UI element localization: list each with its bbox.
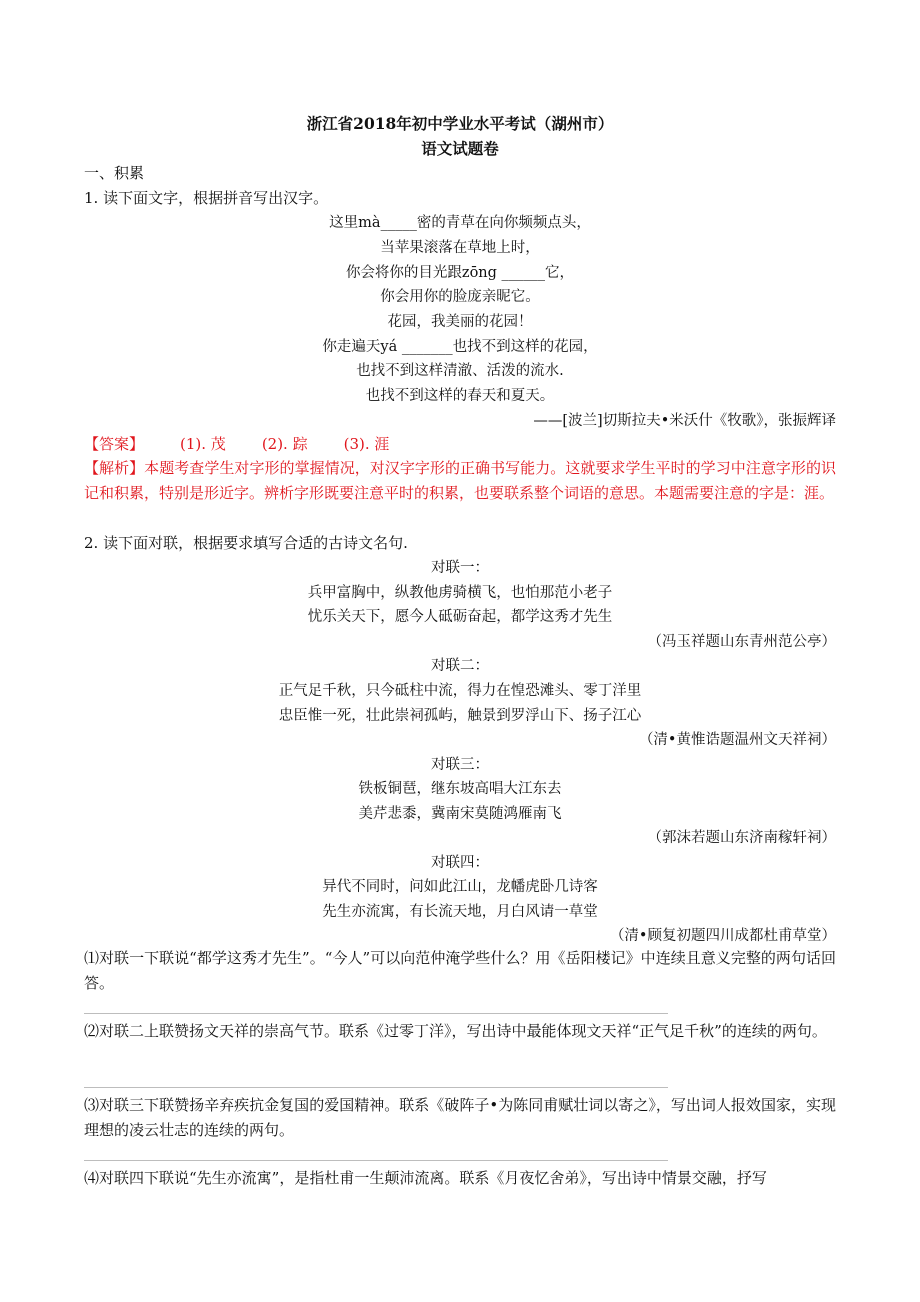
exam-subtitle: 语文试题卷 bbox=[421, 139, 499, 158]
section-heading: 一、积累 bbox=[84, 164, 145, 182]
q2-stem: 2. 读下面对联，根据要求填写合适的古诗文名句. bbox=[84, 534, 408, 552]
subquestion: ⑶对联三下联赞扬辛弃疾抗金复国的爱国精神。联系《破阵子•为陈同甫赋壮词以寄之》，写出词人报效国家，实现理想的凌云壮志的连续的两句。 bbox=[84, 1096, 836, 1139]
subquestion: ⑴对联一下联说“都学这秀才先生”。“今人”可以向范仲淹学些什么？用《岳阳楼记》中连续且意义完整的两句话回答。 bbox=[84, 949, 836, 992]
exam-title: 浙江省2018年初中学业水平考试（湖州市） bbox=[306, 114, 614, 133]
poem-line: 你走遍天yá _______也找不到这样的花园， bbox=[322, 339, 598, 355]
answer-item: (3). 涯 bbox=[343, 435, 390, 453]
poem-attribution: ——[波兰]切斯拉夫•米沃什《牧歌》，张振辉译 bbox=[533, 413, 836, 429]
couplet-line: 正气足千秋，只今砥柱中流，得力在惶恐滩头、零丁洋里 bbox=[278, 683, 642, 699]
couplet-line: 美芹悲黍，冀南宋莫随鸿雁南飞 bbox=[358, 806, 562, 822]
couplet-source: （清•顾复初题四川成都杜甫草堂） bbox=[609, 928, 836, 944]
subquestion: ⑵对联二上联赞扬文天祥的崇高气节。联系《过零丁洋》，写出诗中最能体现文天祥“正气足千秋”的连续的两句。 bbox=[84, 1022, 827, 1040]
answer-item: (2). 踪 bbox=[261, 435, 308, 453]
couplet-label: 对联一： bbox=[431, 560, 489, 576]
couplet-line: 先生亦流寓，有长流天地，月白风请一草堂 bbox=[322, 904, 598, 920]
answer-line bbox=[84, 433, 389, 454]
answer-blank-rule[interactable] bbox=[84, 1087, 668, 1088]
couplet-line: 忠臣惟一死，壮此崇祠孤屿，触景到罗浮山下、扬子江心 bbox=[278, 708, 642, 724]
poem-line: 你会用你的脸庞亲昵它。 bbox=[380, 289, 540, 305]
subquestion: ⑷对联四下联说“先生亦流寓”，是指杜甫一生颠沛流离。联系《月夜忆舍弟》，写出诗中情景交融，抒写 bbox=[84, 1169, 767, 1187]
couplet-line: 铁板铜琶，继东坡高唱大江东去 bbox=[358, 781, 562, 797]
poem-line: 也找不到这样的春天和夏天。 bbox=[365, 388, 555, 404]
couplet-label: 对联二： bbox=[431, 658, 489, 674]
couplet-label: 对联四： bbox=[431, 855, 489, 871]
answer-blank-rule[interactable] bbox=[84, 1013, 668, 1014]
answer-blank-rule[interactable] bbox=[84, 1160, 668, 1161]
couplet-source: （冯玉祥题山东青州范公亭） bbox=[647, 634, 836, 650]
couplet-line: 兵甲富胸中，纵教他虏骑横飞，也怕那范小老子 bbox=[307, 585, 613, 601]
analysis-text: 【解析】本题考查学生对字形的掌握情况，对汉字字形的正确书写能力。这就要求学生平时的学习中注意字形的识记和积累，特别是形近字。辨析字形既要注意平时的积累，也要联系整个词语的意思。本题需要注意的字是：涯。 bbox=[84, 459, 836, 502]
couplet-line: 异代不同时，问如此江山，龙幡虎卧几诗客 bbox=[322, 879, 598, 895]
answer-item: (1). 茂 bbox=[180, 435, 226, 453]
poem-line: 这里mà_____密的青草在向你频频点头， bbox=[329, 215, 591, 231]
poem-line: 花园，我美丽的花园！ bbox=[387, 314, 533, 330]
poem-line: 也找不到这样清澈、活泼的流水. bbox=[356, 363, 564, 379]
couplet-source: （郭沫若题山东济南稼轩祠） bbox=[647, 830, 836, 846]
poem-line: 你会将你的目光跟zōng ______它， bbox=[345, 265, 575, 281]
answer-label: 【答案】 bbox=[84, 435, 145, 453]
couplet-source: （清•黄惟诰题温州文天祥祠） bbox=[638, 732, 836, 748]
couplet-line: 忧乐关天下，愿今人砥砺奋起，都学这秀才先生 bbox=[307, 609, 613, 625]
couplet-label: 对联三： bbox=[431, 757, 489, 773]
poem-line: 当苹果滚落在草地上时， bbox=[380, 240, 540, 256]
q1-stem: 1. 读下面文字，根据拼音写出汉字。 bbox=[84, 189, 329, 207]
